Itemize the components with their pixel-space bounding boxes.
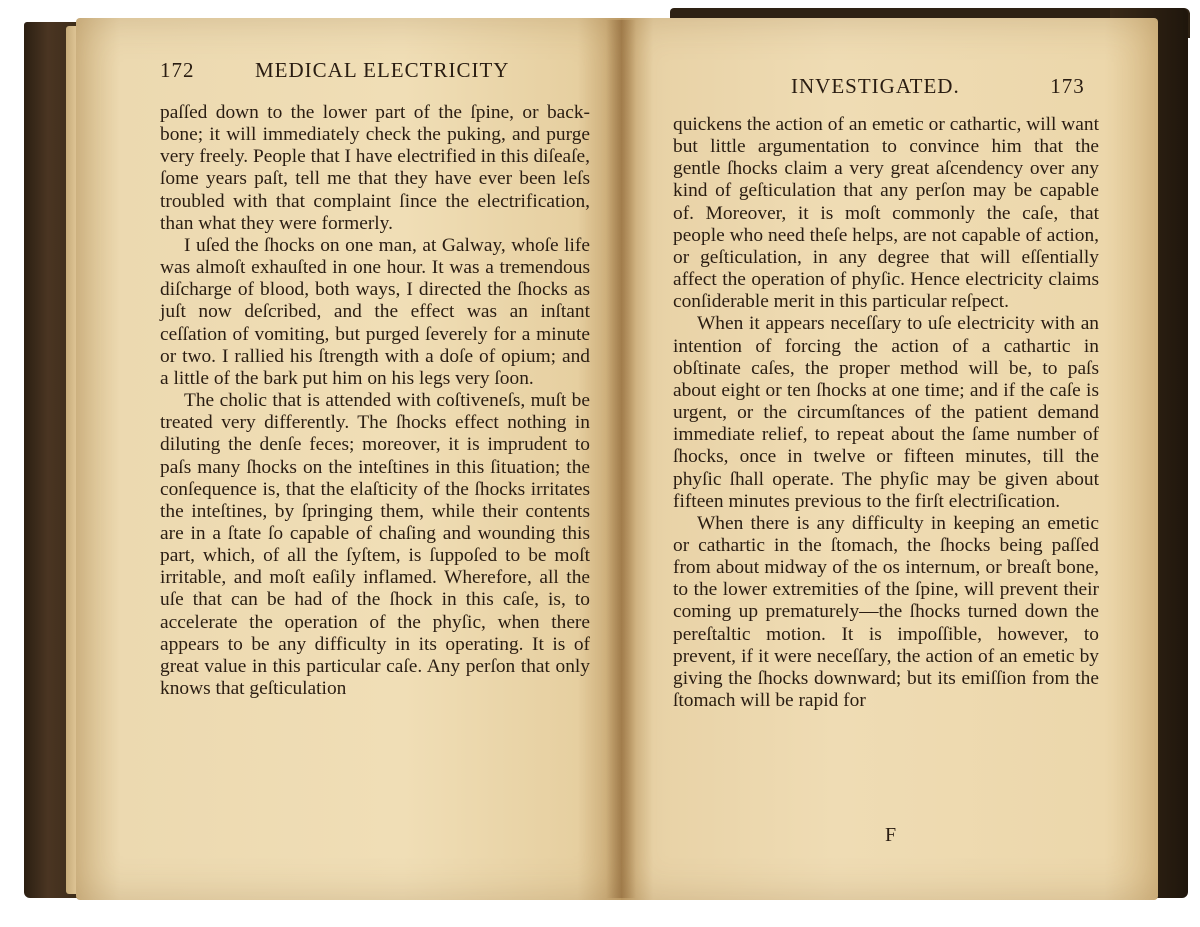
right-header bbox=[791, 74, 1085, 99]
paragraph: paſſed down to the lower part of the ſpine, or back-bone; it will immediately check the puking, and purge very freely. People that I have electrified in this diſeaſe, ſome years paſt, tell me that they have ever been leſs troubled with that complaint ſince the electrification, than what they were formerly. bbox=[160, 102, 591, 234]
signature-mark: F bbox=[885, 824, 897, 846]
left-body-text bbox=[160, 102, 590, 700]
page-number: 172 bbox=[160, 58, 195, 82]
left-header bbox=[160, 58, 509, 83]
running-head: MEDICAL ELECTRICITY bbox=[255, 58, 510, 82]
book-gutter bbox=[606, 20, 636, 898]
paragraph: quickens the action of an emetic or cathartic, will want but little argumentation to convince him that the gentle ſhocks claim a very great aſcendency over any kind of geſticulation that any perſon may be capable of. Moreover, it is moſt commonly the caſe, that people who need theſe helps, are not capable of action, or geſticulation, in any degree that will eſſentially affect the operation of phyſic. Hence electricity claims conſiderable merit in this particular reſpect. bbox=[673, 114, 1099, 313]
page-number: 173 bbox=[1050, 74, 1085, 98]
open-book bbox=[10, 8, 1190, 913]
right-page bbox=[621, 18, 1158, 900]
paragraph: I uſed the ſhocks on one man, at Galway, whoſe life was almoſt exhauſted in one hour. It was a tremendous diſcharge of blood, both ways, I directed the ſhocks as juſt now deſcribed, and the effect was an inſtant ceſſation of vomiting, but purged ſeverely for a minute or two. I rallied his ſtrength with a doſe of opium; and a little of the bark put him on his legs very ſoon. bbox=[160, 234, 590, 389]
paragraph: When there is any difficulty in keeping an emetic or cathartic in the ſtomach, the ſhocks being paſſed from about midway of the os internum, or breaſt bone, to the lower extremities of the ſpine, will prevent their coming up prematurely—the ſhocks turned down the pereſtaltic motion. It is impoſſible, however, to prevent, if it were neceſſary, the action of an emetic by giving the ſhocks downward; but its emiſſion from the ſtomach will be rapid for bbox=[673, 512, 1099, 712]
paragraph: When it appears neceſſary to uſe electricity with an intention of forcing the action of a cathartic in obſtinate caſes, the proper method will be, to paſs about eight or ten ſhocks at one time; and if the caſe is urgent, or the circumſtances of the patient demand immediate relief, to repeat about the ſame number of ſhocks, once in twelve or fifteen minutes, till the phyſic ſhall operate. The phyſic may be given about fifteen minutes previous to the firſt electriſication. bbox=[673, 313, 1099, 512]
running-head: INVESTIGATED. bbox=[791, 74, 960, 98]
left-page bbox=[76, 18, 621, 900]
paragraph: The cholic that is attended with coſtiveneſs, muſt be treated very differently. The ſhocks effect nothing in diluting the denſe feces; moreover, it is imprudent to paſs many ſhocks on the inteſtines in this ſituation; the conſequence is, that the elaſticity of the ſhocks irritates the inteſtines, by ſpringing them, while their contents are in a ſtate ſo capable of chaſing and wounding this part, which, of all the ſyſtem, is ſuppoſed to be moſt irritable, and moſt eaſily inflamed. Wherefore, all the uſe that can be had of the ſhock in this caſe, is, to accelerate the operation of the phyſic, when there appears to be any difficulty in its operating. It is of great value in this particular caſe. Any perſon that only knows that geſticulation bbox=[160, 390, 590, 700]
right-body-text bbox=[673, 114, 1099, 712]
